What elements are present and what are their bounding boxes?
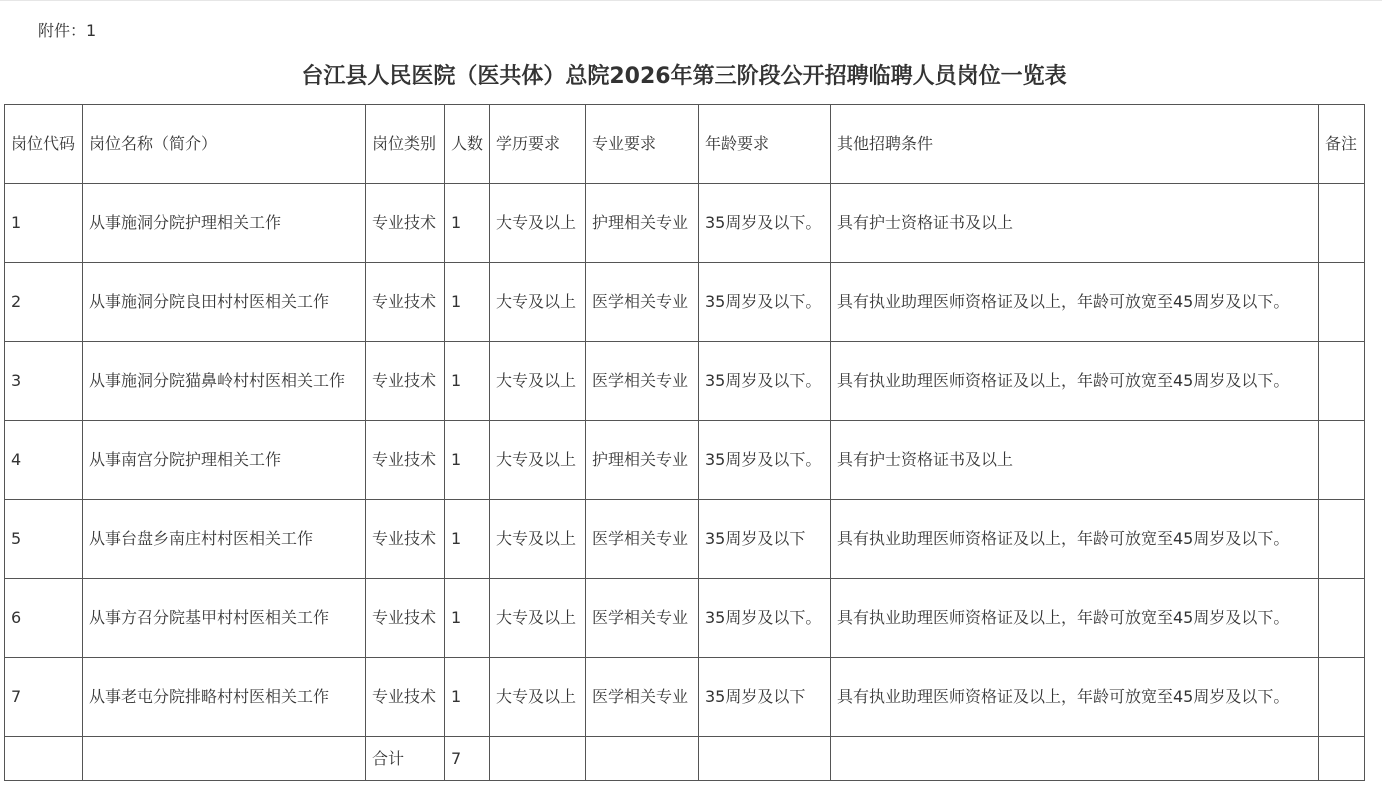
- header-remarks: 备注: [1319, 105, 1365, 184]
- cell-remarks: [1319, 658, 1365, 737]
- cell-education: 大专及以上: [490, 500, 586, 579]
- cell-headcount: 1: [445, 579, 490, 658]
- cell-headcount: 1: [445, 184, 490, 263]
- attachment-label: 附件：1: [38, 21, 97, 40]
- cell-headcount: 1: [445, 263, 490, 342]
- cell-post-name: 从事施洞分院猫鼻岭村村医相关工作: [83, 342, 366, 421]
- table-row: [5, 579, 1365, 658]
- cell-education: 大专及以上: [490, 658, 586, 737]
- cell-post-name: 从事施洞分院护理相关工作: [83, 184, 366, 263]
- cell-education: 大专及以上: [490, 184, 586, 263]
- table-row: [5, 342, 1365, 421]
- cell-major: 医学相关专业: [586, 342, 699, 421]
- header-headcount: 人数: [445, 105, 490, 184]
- total-cell: [699, 737, 831, 781]
- cell-age: 35周岁及以下。: [699, 184, 831, 263]
- page-title: 台江县人民医院（医共体）总院2026年第三阶段公开招聘临聘人员岗位一览表: [301, 64, 1067, 89]
- cell-post-code: 2: [5, 263, 83, 342]
- cell-other-conditions: 具有执业助理医师资格证及以上，年龄可放宽至45周岁及以下。: [831, 658, 1319, 737]
- cell-headcount: 1: [445, 421, 490, 500]
- cell-education: 大专及以上: [490, 263, 586, 342]
- cell-other-conditions: 具有执业助理医师资格证及以上，年龄可放宽至45周岁及以下。: [831, 263, 1319, 342]
- cell-major: 护理相关专业: [586, 184, 699, 263]
- cell-age: 35周岁及以下。: [699, 342, 831, 421]
- cell-post-code: 1: [5, 184, 83, 263]
- top-divider: [0, 0, 1382, 1]
- cell-age: 35周岁及以下: [699, 500, 831, 579]
- cell-remarks: [1319, 579, 1365, 658]
- cell-post-name: 从事台盘乡南庄村村医相关工作: [83, 500, 366, 579]
- table-total-row: [5, 737, 1365, 781]
- header-post-code: 岗位代码: [5, 105, 83, 184]
- cell-post-code: 7: [5, 658, 83, 737]
- table-row: [5, 500, 1365, 579]
- total-cell: [831, 737, 1319, 781]
- cell-post-name: 从事老屯分院排略村村医相关工作: [83, 658, 366, 737]
- cell-headcount: 1: [445, 500, 490, 579]
- cell-age: 35周岁及以下。: [699, 421, 831, 500]
- header-major: 专业要求: [586, 105, 699, 184]
- header-post-category: 岗位类别: [366, 105, 445, 184]
- cell-post-code: 6: [5, 579, 83, 658]
- cell-post-name: 从事施洞分院良田村村医相关工作: [83, 263, 366, 342]
- cell-post-category: 专业技术: [366, 263, 445, 342]
- table-row: [5, 421, 1365, 500]
- cell-other-conditions: 具有护士资格证书及以上: [831, 184, 1319, 263]
- cell-post-category: 专业技术: [366, 579, 445, 658]
- cell-education: 大专及以上: [490, 342, 586, 421]
- cell-other-conditions: 具有护士资格证书及以上: [831, 421, 1319, 500]
- header-education: 学历要求: [490, 105, 586, 184]
- cell-remarks: [1319, 263, 1365, 342]
- table-header-row: [5, 105, 1365, 184]
- cell-major: 医学相关专业: [586, 658, 699, 737]
- table-row: [5, 184, 1365, 263]
- table-row: [5, 263, 1365, 342]
- cell-major: 医学相关专业: [586, 579, 699, 658]
- header-post-name: 岗位名称（简介）: [83, 105, 366, 184]
- table-body: [5, 105, 1365, 781]
- cell-other-conditions: 具有执业助理医师资格证及以上，年龄可放宽至45周岁及以下。: [831, 579, 1319, 658]
- cell-other-conditions: 具有执业助理医师资格证及以上，年龄可放宽至45周岁及以下。: [831, 342, 1319, 421]
- cell-post-code: 4: [5, 421, 83, 500]
- cell-major: 护理相关专业: [586, 421, 699, 500]
- cell-other-conditions: 具有执业助理医师资格证及以上，年龄可放宽至45周岁及以下。: [831, 500, 1319, 579]
- total-cell: [5, 737, 83, 781]
- cell-post-category: 专业技术: [366, 421, 445, 500]
- cell-remarks: [1319, 184, 1365, 263]
- cell-post-name: 从事南宫分院护理相关工作: [83, 421, 366, 500]
- cell-post-code: 5: [5, 500, 83, 579]
- total-cell: [1319, 737, 1365, 781]
- cell-post-name: 从事方召分院基甲村村医相关工作: [83, 579, 366, 658]
- cell-remarks: [1319, 421, 1365, 500]
- total-cell: [490, 737, 586, 781]
- cell-remarks: [1319, 500, 1365, 579]
- job-positions-table: [4, 104, 1365, 781]
- total-label: 合计: [366, 737, 445, 781]
- total-cell: [83, 737, 366, 781]
- cell-post-category: 专业技术: [366, 500, 445, 579]
- table-row: [5, 658, 1365, 737]
- cell-post-category: 专业技术: [366, 184, 445, 263]
- cell-education: 大专及以上: [490, 579, 586, 658]
- cell-major: 医学相关专业: [586, 263, 699, 342]
- cell-remarks: [1319, 342, 1365, 421]
- total-cell: [586, 737, 699, 781]
- cell-age: 35周岁及以下。: [699, 579, 831, 658]
- header-other-conditions: 其他招聘条件: [831, 105, 1319, 184]
- header-age: 年龄要求: [699, 105, 831, 184]
- cell-age: 35周岁及以下: [699, 658, 831, 737]
- cell-education: 大专及以上: [490, 421, 586, 500]
- cell-post-code: 3: [5, 342, 83, 421]
- cell-headcount: 1: [445, 342, 490, 421]
- total-value: 7: [445, 737, 490, 781]
- cell-headcount: 1: [445, 658, 490, 737]
- cell-age: 35周岁及以下。: [699, 263, 831, 342]
- cell-major: 医学相关专业: [586, 500, 699, 579]
- cell-post-category: 专业技术: [366, 342, 445, 421]
- cell-post-category: 专业技术: [366, 658, 445, 737]
